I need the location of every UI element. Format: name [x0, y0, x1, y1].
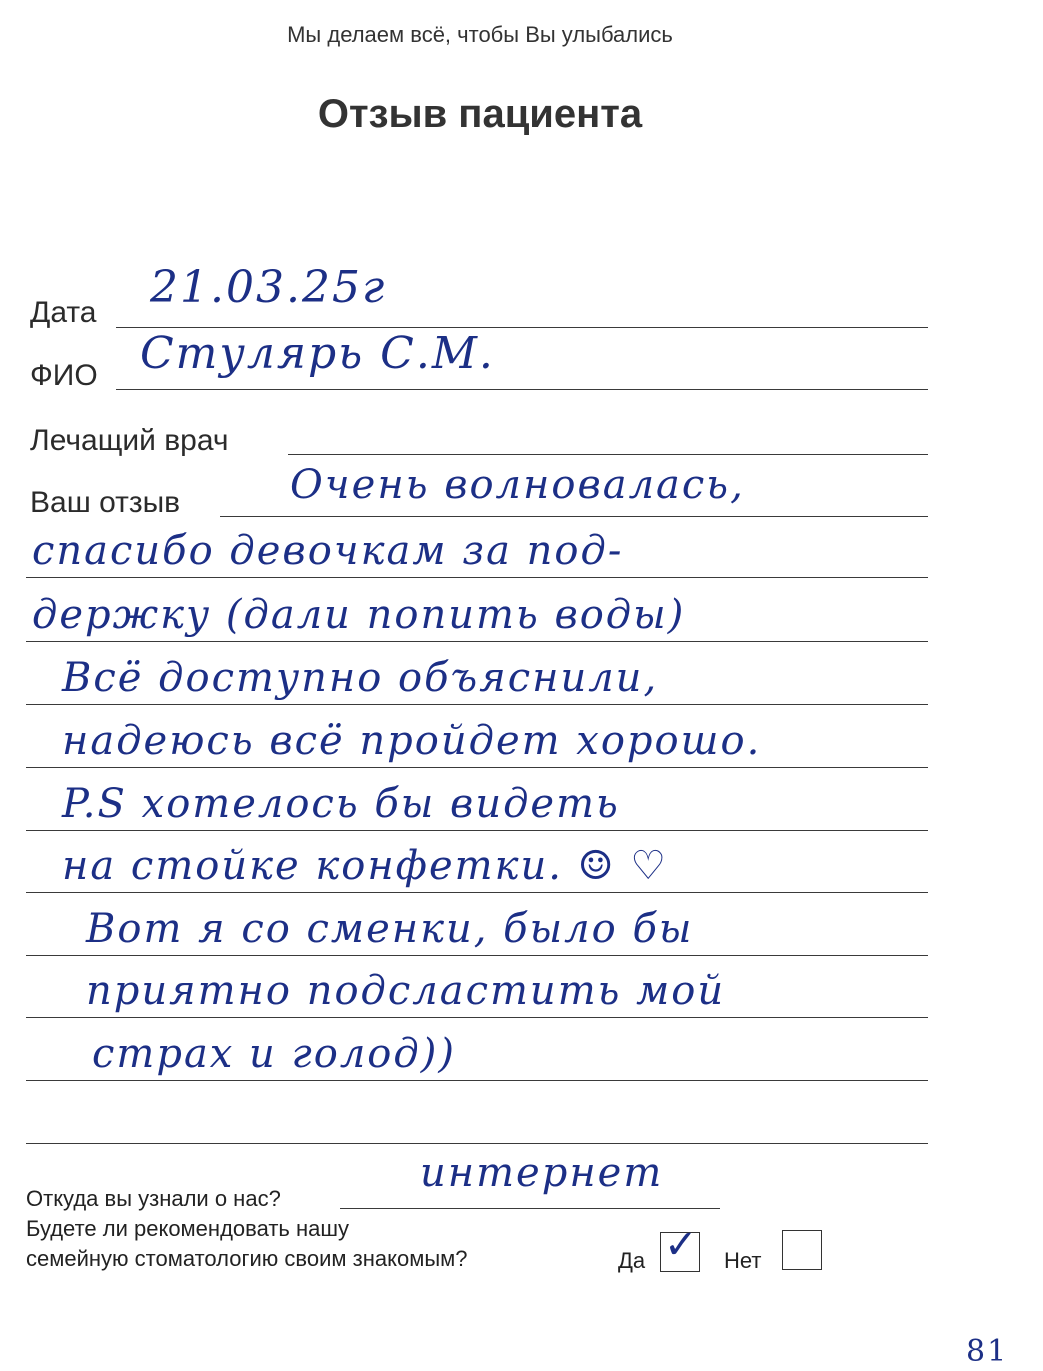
- name-label: ФИО: [30, 359, 98, 392]
- review-line: [26, 830, 928, 831]
- review-text-line: спасибо девочкам за под-: [32, 528, 624, 574]
- review-text-line: Очень волновалась,: [290, 462, 745, 508]
- review-line: [26, 892, 928, 893]
- yes-label: Да: [618, 1248, 646, 1273]
- no-checkbox[interactable]: [782, 1230, 822, 1270]
- review-line: [26, 767, 928, 768]
- review-text-line: приятно подсластить мой: [86, 968, 726, 1014]
- review-line: [26, 577, 928, 578]
- review-text-line: держку (дали попить воды): [32, 592, 686, 638]
- review-line: [26, 1143, 928, 1144]
- doctor-label: Лечащий врач: [30, 424, 229, 457]
- review-line: [26, 1017, 928, 1018]
- no-label: Нет: [724, 1248, 762, 1273]
- review-line: [220, 516, 928, 517]
- review-line: [26, 955, 928, 956]
- review-line: [26, 641, 928, 642]
- review-text-line: надеюсь всё пройдет хорошо.: [62, 718, 762, 764]
- review-text-line: страх и голод)): [92, 1031, 456, 1077]
- review-text-line: на стойке конфетки. ☺ ♡: [62, 843, 669, 889]
- name-value[interactable]: Стулярь С.М.: [140, 328, 495, 379]
- name-line: [116, 389, 928, 390]
- review-text-line: Всё доступно объяснили,: [62, 655, 659, 701]
- source-line: [340, 1208, 720, 1209]
- doctor-line: [288, 454, 928, 455]
- review-line: [26, 704, 928, 705]
- page-number: 81: [966, 1334, 1009, 1369]
- date-label: Дата: [30, 296, 97, 329]
- recommend-question-line-2: семейную стоматологию своим знакомым?: [26, 1246, 468, 1271]
- review-text-line: P.S хотелось бы видеть: [62, 781, 620, 827]
- clinic-tagline: Мы делаем всё, чтобы Вы улыбались: [287, 22, 673, 47]
- review-text-line: Вот я со сменки, было бы: [86, 906, 694, 952]
- form-title: Отзыв пациента: [317, 92, 643, 136]
- source-answer[interactable]: интернет: [420, 1150, 664, 1196]
- review-line: [26, 1080, 928, 1081]
- check-mark-icon: ✓: [664, 1222, 698, 1268]
- review-label: Ваш отзыв: [30, 486, 181, 519]
- date-value[interactable]: 21.03.25г: [150, 262, 387, 313]
- source-question: Откуда вы узнали о нас?: [26, 1186, 281, 1211]
- recommend-question-line-1: Будете ли рекомендовать нашу: [26, 1216, 350, 1241]
